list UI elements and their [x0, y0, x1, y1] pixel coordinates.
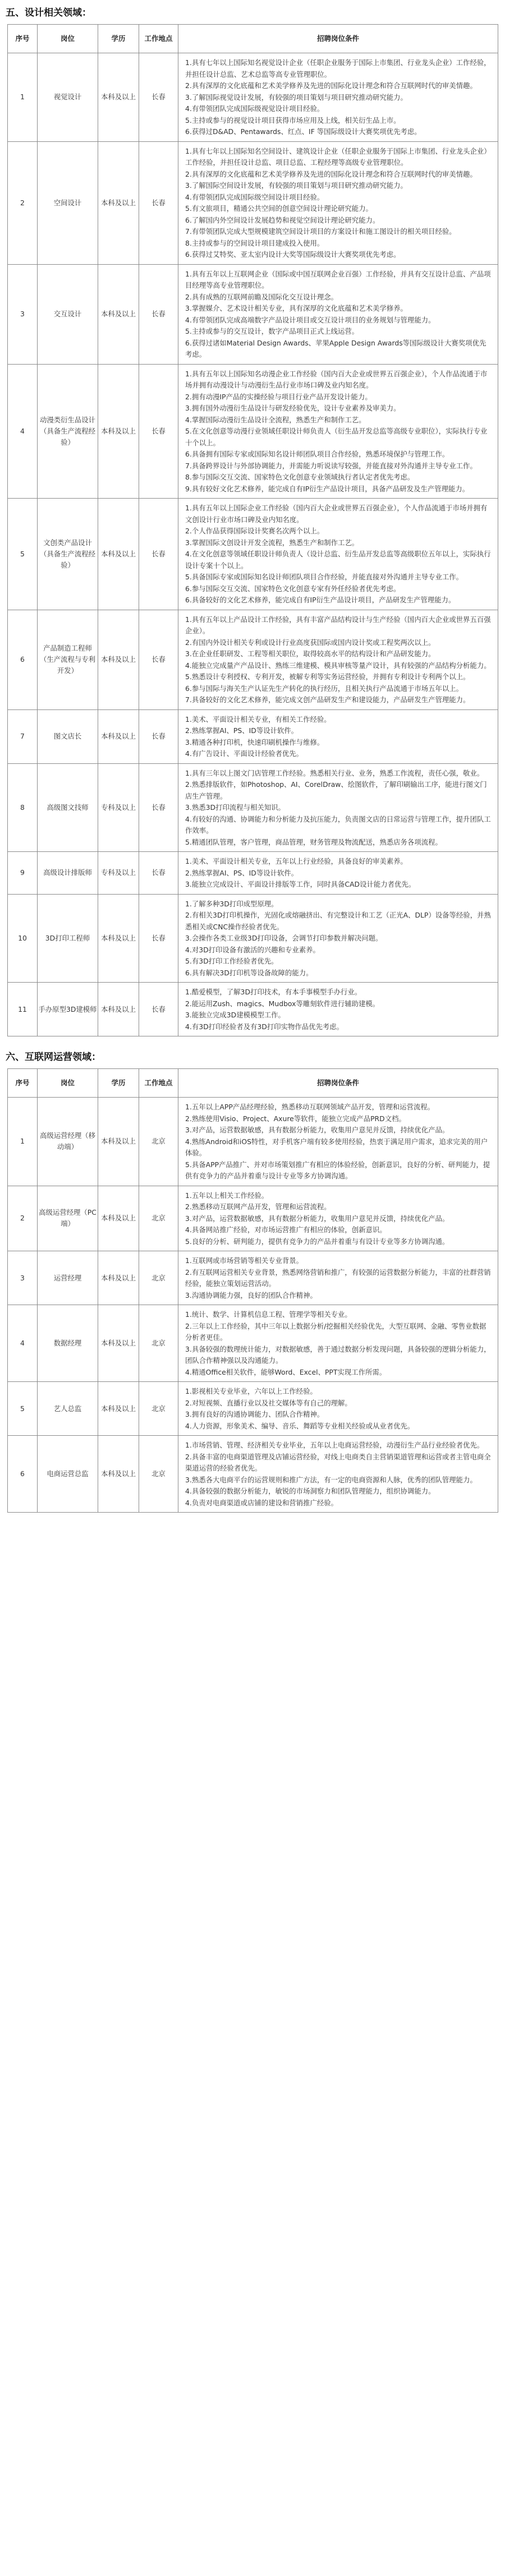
section-title-design: 五、设计相关领域： — [6, 7, 91, 19]
cell-requirements — [178, 894, 498, 983]
cell-no: 7 — [8, 709, 38, 763]
requirement-item: 3.熟悉各大电商平台的运营规则和推广方法，有一定的电商资源和人脉，优秀的团队管理能力。 — [185, 1475, 477, 1484]
requirement-item: 2.熟练掌握AI、PS、ID等设计软件。 — [185, 868, 299, 877]
table-row — [8, 264, 498, 364]
requirement-item: 4.有3D打印经验者及有3D打印实物作品优先考虑。 — [185, 1022, 344, 1031]
table-header-row — [8, 25, 498, 53]
requirement-item: 2.拥有动漫IP产品的实操经验与项目行业产品开发设计能力。 — [185, 392, 372, 401]
requirement-item: 4.有带领团队完成国际级空间设计项目经验。 — [185, 192, 324, 201]
cell-no: 5 — [8, 1382, 38, 1436]
table-row — [8, 141, 498, 264]
cell-position: 高级运营经理（移动端） — [38, 1098, 98, 1186]
cell-location: 北京 — [139, 1305, 178, 1382]
header-requirements: 招聘岗位条件 — [178, 25, 498, 53]
requirement-item: 2.能运用Zush、magics、Mudbox等雕刻软件进行辅助建模。 — [185, 999, 380, 1008]
cell-education: 本科及以上 — [98, 1305, 139, 1382]
cell-requirements — [178, 53, 498, 142]
requirement-item: 9.具有较好文化艺术修养，能完成自有IP衍生产品设计项目，具备产品研发及生产管理能力。 — [185, 484, 470, 493]
requirement-item: 1.了解多种3D打印成型原理。 — [185, 899, 278, 908]
cell-requirements — [178, 1186, 498, 1251]
requirement-item: 2.熟悉排版软件，如Photoshop、AI、CorelDraw、绘图软件，了解印刷输出工序，能进行图文门店生产管理。 — [185, 780, 487, 800]
cell-requirements — [178, 1305, 498, 1382]
cell-position: 3D打印工程师 — [38, 894, 98, 983]
requirement-item: 5.具备国际专家或国际知名设计师团队项目合作经验，并能直接对外沟通并主导专业工作。 — [185, 573, 463, 581]
header-education: 学历 — [98, 1069, 139, 1098]
table-row — [8, 610, 498, 709]
requirement-item: 3.了解国际视觉设计发展，有较强的项目策划与项目研究推动研究能力。 — [185, 93, 407, 102]
requirement-item: 1.具有五年以上国际知名动漫企业工作经验（国内百大企业或世界五百强企业），个人作品流通于市场并拥有动漫设计与动漫衍生品行业市场口碑及业内知名度。 — [185, 369, 488, 389]
cell-education: 专科及以上 — [98, 763, 139, 852]
requirement-item: 1.具有五年以上产品设计工作经验，具有丰富产品结构设计与生产经验（国内百大企业或世界五百强企业）。 — [185, 615, 491, 635]
cell-education: 本科及以上 — [98, 499, 139, 610]
requirement-item: 4.有较好的沟通、协调能力和分析能力及抗压能力，负责图文店的日常运营与管理工作，提升团队工作效率。 — [185, 814, 491, 835]
requirement-item: 1.统计、数学、计算机信息工程、管理学等相关专业。 — [185, 1310, 352, 1319]
requirement-item: 1.互联网或市场营销等相关专业背景。 — [185, 1256, 304, 1265]
cell-requirements — [178, 763, 498, 852]
cell-requirements — [178, 364, 498, 499]
requirement-item: 5.熟悉设计专利授权、专利开发，被解专利等实务运营经验，并拥有专利设计专利两个以上。 — [185, 672, 470, 681]
requirement-item: 4.精通Office相关软件，能够Word、Excel、PPT实现工作所需。 — [185, 1367, 387, 1376]
requirement-item: 1.五年以上相关工作经验。 — [185, 1191, 269, 1200]
cell-education: 本科及以上 — [98, 983, 139, 1036]
cell-requirements — [178, 1098, 498, 1186]
cell-no: 9 — [8, 852, 38, 895]
cell-no: 5 — [8, 499, 38, 610]
cell-education: 本科及以上 — [98, 894, 139, 983]
requirement-item: 3.掌握媒介、艺术设计相关专业，具有深厚的文化底蕴和艺术美学修养。 — [185, 304, 407, 312]
cell-no: 1 — [8, 1098, 38, 1186]
requirement-item: 6.具有解决3D打印机等设备故障的能力。 — [185, 968, 313, 977]
cell-no: 6 — [8, 610, 38, 709]
cell-location: 长春 — [139, 141, 178, 264]
cell-position: 高级设计排版师 — [38, 852, 98, 895]
header-position: 岗位 — [38, 25, 98, 53]
requirement-item: 2.熟练使用Visio、Project、Axure等软件，能独立完成产品PRD文档。 — [185, 1114, 406, 1123]
requirement-item: 2.有互联网运营相关专业背景，熟悉网络营销和推广，有较强的运营数据分析能力，丰富的社群营销经验，能独立策划运营活动。 — [185, 1268, 491, 1288]
requirement-item: 4.在文化创意等领域任职设计师负责人（设计总监、衍生品开发总监等高级职位五年以上，实际执行设计专案十个以上。 — [185, 550, 491, 570]
requirement-item: 1.美术、平面设计相关专业，五年以上行业经验，具备良好的审美素养。 — [185, 857, 407, 865]
cell-education: 本科及以上 — [98, 141, 139, 264]
cell-position: 艺人总监 — [38, 1382, 98, 1436]
requirement-item: 4.具备网站推广经验，对市场运营推广有相应的体验，创新意识。 — [185, 1225, 387, 1234]
requirement-item: 5.主持或参与的交互设计，数字产品项目正式上线运营。 — [185, 327, 359, 335]
table-row — [8, 499, 498, 610]
cell-location: 长春 — [139, 852, 178, 895]
requirement-item: 4.有带领团队完成国际级视觉设计项目经验。 — [185, 104, 324, 113]
requirement-item: 3.对产品，运营数据敏感，具有数据分析能力，收集用户意见并反馈，持续优化产品。 — [185, 1214, 449, 1223]
requirement-item: 4.对3D打印设备有激活的兴趣和专业素养。 — [185, 945, 320, 954]
header-no: 序号 — [8, 1069, 38, 1098]
requirement-item: 1.具有三年以上图文门店管理工作经验。熟悉相关行业、业务，熟悉工作流程，责任心强，敬业。 — [185, 768, 484, 777]
cell-education: 本科及以上 — [98, 53, 139, 142]
cell-requirements — [178, 610, 498, 709]
requirement-item: 2.熟悉移动互联网产品开发，管理和运营流程。 — [185, 1202, 331, 1211]
cell-position: 文创类产品设计（具备生产流程经验） — [38, 499, 98, 610]
requirement-item: 4.负责对电商渠道或店铺的建设和营销推广经验。 — [185, 1498, 338, 1507]
header-position: 岗位 — [38, 1069, 98, 1098]
cell-position: 电商运营总监 — [38, 1436, 98, 1513]
header-requirements: 招聘岗位条件 — [178, 1069, 498, 1098]
requirement-item: 4.掌握国际动漫衍生品设计全流程，熟悉生产和制作工艺。 — [185, 415, 366, 424]
requirement-item: 3.精通各种打印机，快速印刷机操作与维修。 — [185, 738, 324, 746]
cell-requirements — [178, 709, 498, 763]
requirement-item: 1.市场营销、管理、经济相关专业毕业，五年以上电商运营经验，动漫衍生产品行业经验者优先。 — [185, 1441, 484, 1449]
cell-position: 空间设计 — [38, 141, 98, 264]
cell-position: 视觉设计 — [38, 53, 98, 142]
cell-education: 本科及以上 — [98, 610, 139, 709]
requirement-item: 1.具有七年以上国际知名空间设计、建筑设计企业（任职企业服务于国际上市集团、行业龙头企业）工作经验，并担任设计总监、项目总监、工程经理等高级专业管理职位。 — [185, 146, 491, 167]
requirement-item: 3.熟悉3D打印流程与相关知识。 — [185, 803, 285, 812]
requirement-item: 3.会操作各类工业级3D打印设备，会调节打印参数并解决问题。 — [185, 934, 383, 942]
requirement-item: 2.对短视频、直播行业以及社交媒体等有自己的理解。 — [185, 1398, 352, 1407]
cell-education: 专科及以上 — [98, 852, 139, 895]
cell-requirements — [178, 141, 498, 264]
cell-no: 2 — [8, 1186, 38, 1251]
requirement-item: 2.具有深厚的文化底蕴和艺术美学修养及先进的国际化设计理念和符合互联网时代的审美情趣。 — [185, 169, 477, 178]
requirement-item: 4.能独立完成量产产品设计、熟练三维建模、模具审核等量产设计，具有较强的产品结构分析能力。 — [185, 661, 491, 670]
cell-no: 4 — [8, 1305, 38, 1382]
requirement-item: 2.个人作品获得国际设计奖赛名次两个以上。 — [185, 527, 324, 535]
cell-location: 长春 — [139, 264, 178, 364]
header-location: 工作地点 — [139, 1069, 178, 1098]
cell-no: 8 — [8, 763, 38, 852]
requirement-item: 5.良好的分析、研判能力，提供有竞争力的产品并着重与有设计专业等多方协调沟通。 — [185, 1237, 449, 1246]
table-row — [8, 1098, 498, 1186]
cell-location: 长春 — [139, 610, 178, 709]
requirement-item: 5.主持或参与的视觉设计项目获得市场应用及上线，相关衍生品上市。 — [185, 116, 401, 125]
cell-education: 本科及以上 — [98, 1186, 139, 1251]
table-row — [8, 763, 498, 852]
requirement-item: 6.具备拥有国际专家或国际知名设计师团队项目合作经验，熟悉环境保护与管理工作。 — [185, 450, 449, 458]
cell-no: 10 — [8, 894, 38, 983]
cell-position: 动漫类衍生品设计（具备生产流程经验） — [38, 364, 98, 499]
header-location: 工作地点 — [139, 25, 178, 53]
cell-no: 6 — [8, 1436, 38, 1513]
requirement-item: 2.具备丰富的电商渠道管理及店铺运营经验，对线上电商类自主营销渠道管理和运营或者主管电商全渠道运营的经验者优先。 — [185, 1452, 491, 1472]
requirement-item: 4.熟练Android和iOS特性，对手机客户端有较多使用经验，热衷于满足用户需求，追求完美的用户体验。 — [185, 1137, 488, 1157]
table-row — [8, 709, 498, 763]
requirement-item: 6.参与国际交互交流、国家特色文化创意专家有外任经验者优先考虑。 — [185, 584, 401, 593]
table-row — [8, 894, 498, 983]
table-row — [8, 1251, 498, 1305]
requirement-item: 1.酷爱模型，了解3D打印技术，有本手事模型手办行业。 — [185, 988, 362, 996]
cell-requirements — [178, 983, 498, 1036]
internet-jobs-table — [7, 1068, 498, 1513]
cell-location: 长春 — [139, 763, 178, 852]
cell-no: 11 — [8, 983, 38, 1036]
requirement-item: 3.拥有国外动漫衍生品设计与研发经验优先，设计专业素养及审美力。 — [185, 404, 401, 412]
cell-location: 北京 — [139, 1382, 178, 1436]
cell-location: 长春 — [139, 983, 178, 1036]
requirement-item: 6.获得过诸如Material Design Awards、苹果Apple Design Awards等国际级设计大赛奖项优先考虑。 — [185, 338, 486, 358]
requirement-item: 3.掌握国际文创设计开发全流程，熟悉生产和制作工艺。 — [185, 538, 359, 547]
requirement-item: 1.具有七年以上国际知名视觉设计企业（任职企业服务于国际上市集团、行业龙头企业）工作经验，并担任设计总监、艺术总监等高专业管理职位。 — [185, 58, 491, 79]
requirement-item: 1.影视相关专业毕业，六年以上工作经验。 — [185, 1387, 317, 1395]
requirement-item: 1.五年以上APP产品经理经验，熟悉移动互联网领域产品开发，管理和运营流程。 — [185, 1103, 435, 1111]
requirement-item: 3.能独立完成3D建模模型工作。 — [185, 1011, 285, 1019]
cell-position: 运营经理 — [38, 1251, 98, 1305]
requirement-item: 2.有国内外设计相关专利或设计行业高度获国际或国内设计奖或工程奖两次以上。 — [185, 638, 435, 647]
requirement-item: 7.有带领团队完成大型规模建筑空间设计项目的方案设计和施工图设计的相关项目经验。 — [185, 227, 456, 236]
requirement-item: 7.具备跨界设计与外部协调能力，并需能力听说读写较强，并能直接对外沟通并主导专业工作。 — [185, 461, 477, 470]
table-row — [8, 852, 498, 895]
cell-location: 长春 — [139, 709, 178, 763]
requirement-item: 1.具有五年以上互联网企业（国际或中国互联网企业百强）工作经验，并具有交互设计总监、产品项目经理等高专业管理职位。 — [185, 269, 491, 289]
requirement-item: 4.有广告设计、平面设计经验者优先。 — [185, 749, 304, 758]
table-row — [8, 1382, 498, 1436]
design-jobs-table — [7, 24, 498, 1036]
cell-location: 长春 — [139, 53, 178, 142]
requirement-item: 5.精通团队管理，客户管理，商品管理，财务管理及物流配送，熟悉店务各项流程。 — [185, 837, 442, 846]
requirement-item: 6.了解国内外空间设计发展趋势和视觉空间设计理论研究能力。 — [185, 215, 380, 224]
cell-education: 本科及以上 — [98, 709, 139, 763]
requirement-item: 6.获得过D&AD、Pentawards、红点、IF 等国际级设计大赛奖项优先考虑。 — [185, 127, 421, 136]
cell-location: 北京 — [139, 1251, 178, 1305]
requirement-item: 2.具有深厚的文化底蕴和艺术美学修养及先进的国际化设计理念和符合互联网时代的审美情趣。 — [185, 81, 477, 90]
table-row — [8, 983, 498, 1036]
requirement-item: 5.有文旅项目，精通公共空间的创意空间设计理论研究能力。 — [185, 204, 373, 213]
cell-position: 交互设计 — [38, 264, 98, 364]
cell-education: 本科及以上 — [98, 1098, 139, 1186]
cell-position: 高级运营经理（PC端） — [38, 1186, 98, 1251]
cell-education: 本科及以上 — [98, 1436, 139, 1513]
requirement-item: 3.了解国际空间设计发展，有较强的项目策划与项目研究推动研究能力。 — [185, 181, 407, 190]
requirement-item: 5.具备APP产品推广、并对市场策划推广有相应的体验经验，创新意识，良好的分析、研判能力，提供有竞争力的产品并着重与设计专业等多方协调沟通。 — [185, 1160, 490, 1180]
cell-position: 产品制造工程师（生产流程与专利开发） — [38, 610, 98, 709]
requirement-item: 2.具有成熟的互联网前瞻及国际化交互设计理念。 — [185, 292, 338, 301]
cell-requirements — [178, 499, 498, 610]
cell-position: 高级图文技师 — [38, 763, 98, 852]
requirement-item: 2.有相关3D打印机操作，光固化或熔融挤出、有完整设计和工艺（正光A、DLP）设备等经验，并熟悉相关或CNC操作经验者优先。 — [185, 911, 491, 931]
cell-requirements — [178, 852, 498, 895]
requirement-item: 1.具有五年以上国际企业工作经验（国内百大企业或世界五百强企业），个人作品流通于市场并拥有文创设计行业市场口碑及业内知名度。 — [185, 504, 488, 524]
cell-location: 北京 — [139, 1186, 178, 1251]
requirement-item: 6.获得过艾特奖、亚太室内设计大奖等国际级设计大赛奖项优先考虑。 — [185, 250, 401, 259]
table-row — [8, 364, 498, 499]
cell-education: 本科及以上 — [98, 1382, 139, 1436]
requirement-item: 4.具备较强的数据分析能力，敏锐的市场洞察力和团队管理能力，组织协调能力。 — [185, 1487, 435, 1495]
section-title-internet: 六、互联网运营领域： — [6, 1052, 101, 1063]
requirement-item: 5.在文化创意等动漫行业领域任职设计师负责人（衍生品开发总监等高级专业职位），实际执行专业十个以上。 — [185, 427, 488, 447]
requirement-item: 3.具备较强的数理统计能力，对数据敏感，善于通过数据分析发现问题，具备较强的逻辑分析能力，团队合作精神强以及沟通能力。 — [185, 1344, 491, 1365]
table-row — [8, 53, 498, 142]
requirement-item: 3.拥有良好的沟通协调能力、团队合作精神。 — [185, 1410, 324, 1418]
requirement-item: 2.三年以上工作经验，其中三年以上数据分析/挖掘相关经验优先，大型互联网、金融、零售业数据分析者更佳。 — [185, 1321, 486, 1342]
cell-location: 北京 — [139, 1436, 178, 1513]
cell-no: 2 — [8, 141, 38, 264]
cell-position: 图文店长 — [38, 709, 98, 763]
cell-no: 1 — [8, 53, 38, 142]
requirement-item: 4.人力资源，形象美术、编导、音乐、舞蹈等专业相关经验或从业者优先。 — [185, 1421, 415, 1430]
cell-position: 手办原型3D建模师 — [38, 983, 98, 1036]
cell-no: 4 — [8, 364, 38, 499]
cell-education: 本科及以上 — [98, 264, 139, 364]
requirement-item: 4.有带领团队完成高端数字产品设计项目或交互设计项目的业务规划与管理能力。 — [185, 315, 435, 324]
cell-position: 数据经理 — [38, 1305, 98, 1382]
requirement-item: 2.熟练掌握AI、PS、ID等设计软件。 — [185, 726, 299, 735]
cell-location: 北京 — [139, 1098, 178, 1186]
requirement-item: 3.能独立完成设计、平面设计排版等工作，同时具备CAD设计能力者优先。 — [185, 880, 416, 888]
cell-location: 长春 — [139, 364, 178, 499]
table-header-row — [8, 1069, 498, 1098]
cell-requirements — [178, 1382, 498, 1436]
cell-requirements — [178, 1251, 498, 1305]
requirement-item: 6.参与国际与海关生产认证先生产转化的执行经历，且相关执行产品流通于市场五年以上。 — [185, 684, 463, 693]
cell-requirements — [178, 264, 498, 364]
requirement-item: 7.具备较好的文化艺术修养，能完成文创产品研发生产和建设能力，产品研发生产管理能力。 — [185, 695, 470, 704]
requirement-item: 8.参与国际交互交流、国家特色文化创意专业领域执行者认定者优先考虑。 — [185, 473, 415, 481]
cell-education: 本科及以上 — [98, 364, 139, 499]
table-row — [8, 1436, 498, 1513]
cell-no: 3 — [8, 1251, 38, 1305]
requirement-item: 6.具备较好的文化艺术修养，能完成自有IP衍生产品设计项目，产品研发生产管理能力。 — [185, 596, 456, 604]
table-row — [8, 1305, 498, 1382]
requirement-item: 5.有3D打印工作经验者优先。 — [185, 957, 278, 965]
table-row — [8, 1186, 498, 1251]
header-education: 学历 — [98, 25, 139, 53]
requirement-item: 3.对产品，运营数据敏感，具有数据分析能力，收集用户意见并反馈，持续优化产品。 — [185, 1126, 449, 1134]
header-no: 序号 — [8, 25, 38, 53]
cell-location: 长春 — [139, 499, 178, 610]
cell-requirements — [178, 1436, 498, 1513]
requirement-item: 1.美术、平面设计相关专业，有相关工作经验。 — [185, 715, 331, 724]
requirement-item: 3.在企业任职研发、工程等相关职位，取得较高水平的结构设计和产品研发能力。 — [185, 649, 435, 658]
cell-no: 3 — [8, 264, 38, 364]
requirement-item: 3.沟通协调能力强，良好的团队合作精神。 — [185, 1291, 317, 1299]
requirement-item: 8.主持或参与的空间设计项目建成投入使用。 — [185, 238, 324, 247]
cell-location: 长春 — [139, 894, 178, 983]
cell-education: 本科及以上 — [98, 1251, 139, 1305]
